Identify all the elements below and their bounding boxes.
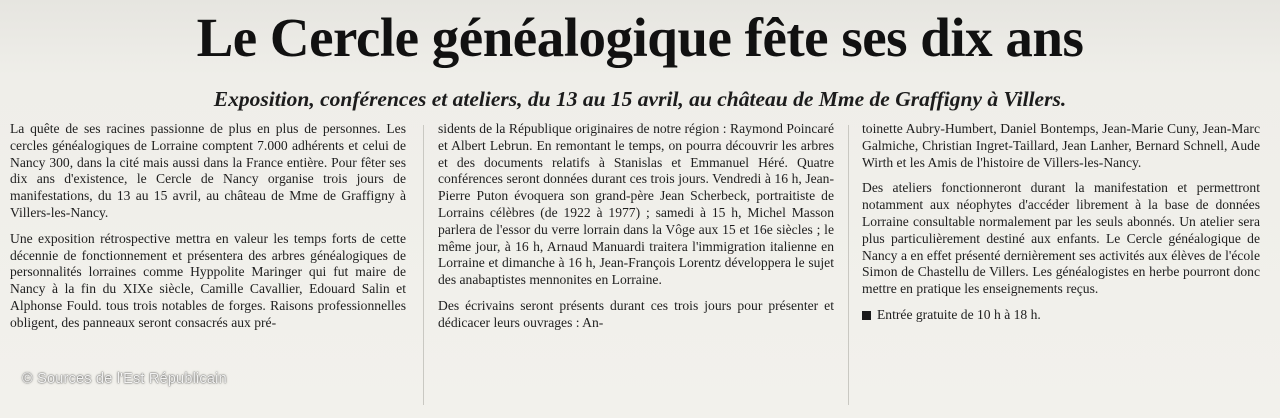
article-body (10, 121, 1272, 411)
column-divider (848, 125, 849, 405)
article-headline: Le Cercle généalogique fête ses dix ans (196, 7, 1084, 68)
paragraph: toinette Aubry-Humbert, Daniel Bontemps, Jean-Marie Cuny, Jean-Marc Galmiche, Christian Ingret-Taillard, Jean Lanher, Bernard Schnell, Aude Wirth et les Amis de l'histoire de Villers-les-Nancy. (862, 121, 1260, 170)
column-1 (10, 121, 406, 341)
square-bullet-icon (862, 311, 871, 320)
admission-note-text: Entrée gratuite de 10 h à 18 h. (877, 306, 1041, 322)
column-divider (423, 125, 424, 405)
article-subtitle: Exposition, conférences et ateliers, du 13 au 15 avril, au château de Mme de Graffigny à Villers. (213, 87, 1067, 111)
paragraph: sidents de la République originaires de notre région : Raymond Poincaré et Albert Lebrun. En remontant le temps, on pourra découvrir les arbres et des documents relatifs à Stanislas et Emmanuel Héré. Quatre conférences seront données durant ces trois jours. Vendredi à 16 h, Jean-Pierre Puton évoquera son grand-père Jean Scherbeck, portraitiste de Lorrains célèbres (de 1922 à 1977) ; samedi à 15 h, Michel Masson parlera de l'essor du verre lorrain dans la Vôge aux 15 et 16e siècles ; le même jour, à 16 h, Arnaud Manuardi traitera l'immigration italienne en Lorraine et dimanche à 16 h, Jean-François Lorentz développera le sujet des anabaptistes mennonites en Lorraine. (438, 121, 834, 288)
admission-note (862, 307, 1260, 324)
paragraph: Des ateliers fonctionneront durant la manifestation et permettront notamment aux néophytes d'accéder librement à la base de données Lorraine consultable normalement par les seuls abonnés. Un atelier sera plus particulièrement destiné aux enfants. Le Cercle généalogique de Nancy a en effet présenté dernièrement ses activités aux élèves de l'école Simon de Chastellu de Villers. Les généalogistes en herbe pourront donc mettre en pratique les enseignements reçus. (862, 180, 1260, 297)
column-2 (438, 121, 834, 341)
paragraph: Des écrivains seront présents durant ces trois jours pour présenter et dédicacer leurs ouvrages : An- (438, 297, 834, 330)
paragraph: Une exposition rétrospective mettra en valeur les temps forts de cette décennie de fonctionnement et présentera des arbres généalogiques de personnalités lorraines comme Hyppolite Maringer qui fut maire de Nancy à la fin du XIXe siècle, Camille Cavallier, Edouard Salin et Alphonse Fould. tous trois notables de forges. Raisons professionnelles obligent, des panneaux seront consacrés aux pré- (10, 230, 406, 330)
source-watermark: © Sources de l'Est Républicain (22, 371, 227, 387)
paragraph: La quête de ses racines passionne de plus en plus de personnes. Les cercles généalogiques de Lorraine comptent 7.000 adhérents et celui de Nancy 300, dans la cité mais aussi dans la France entière. Pour fêter ses dix ans d'existence, le Cercle de Nancy organise trois jours de manifestations, du 13 au 15 avril, au château de Mme de Graffigny à Villers-les-Nancy. (10, 121, 406, 220)
column-3 (862, 121, 1260, 324)
